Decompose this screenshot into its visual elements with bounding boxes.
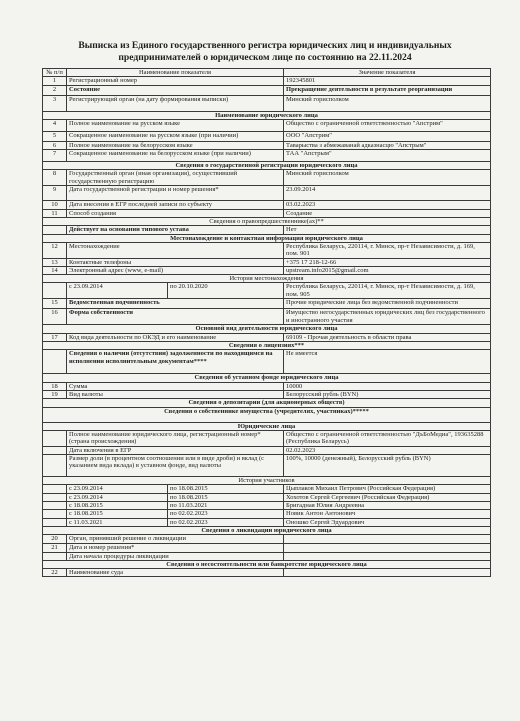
history-row — [43, 283, 491, 299]
row-number — [43, 446, 67, 454]
section-title: Основной вид деятельности юридического лица — [43, 325, 491, 333]
indicator-name: Электронный адрес (www, e-mail) — [67, 266, 284, 274]
section-title: Сведения о государственной регистрации юридического лица — [43, 162, 491, 170]
row-number — [43, 502, 67, 510]
indicator-value: Белорусский рубль (BYN) — [284, 390, 491, 398]
indicator-value: Нет — [284, 226, 491, 234]
indicator-value: Не имеется — [284, 350, 491, 374]
section-header-row — [43, 342, 491, 350]
history-value: Бригадная Юлия Андреевна — [284, 502, 491, 510]
header-number: № п/п — [43, 69, 67, 77]
section-title: Наименование юридического лица — [43, 111, 491, 119]
header-indicator-value: Значение показателя — [284, 69, 491, 77]
row-number: 11 — [43, 209, 67, 217]
row-number — [43, 455, 67, 477]
row-number — [43, 283, 67, 299]
table-row — [43, 333, 491, 341]
row-number — [43, 510, 67, 518]
indicator-value: 10000 — [284, 382, 491, 390]
row-number — [43, 350, 67, 374]
date-to: по 18.08.2015 — [168, 493, 284, 501]
section-header-row — [43, 325, 491, 333]
indicator-name: Код вида деятельности по ОКЭД и его наименование — [67, 333, 284, 341]
table-row — [43, 390, 491, 398]
section-header-row — [43, 111, 491, 119]
table-row — [43, 226, 491, 234]
table-row — [43, 299, 491, 309]
table-row — [43, 266, 491, 274]
indicator-name: Наименование суда — [67, 569, 284, 577]
section-title: Юридические лица — [43, 422, 491, 430]
row-number — [43, 518, 67, 526]
table-row — [43, 150, 491, 162]
date-from: с 18.08.2015 — [67, 510, 168, 518]
date-to: по 20.10.2020 — [168, 283, 284, 299]
indicator-name: Состояние — [67, 85, 284, 95]
table-row — [43, 455, 491, 477]
indicator-value: Общество с ограниченной ответственностью "ДъБоМедиа", 193635288 (Республика Беларусь) — [284, 430, 491, 446]
row-number: 22 — [43, 569, 67, 577]
section-header-row — [43, 526, 491, 534]
indicator-value: Прочие юридические лица без ведомственной подчиненности — [284, 299, 491, 309]
history-value: Новик Антон Антонович — [284, 510, 491, 518]
indicator-value: 192345801 — [284, 77, 491, 85]
table-row — [43, 552, 491, 560]
table-row — [43, 131, 491, 141]
indicator-name: Регистрационный номер — [67, 77, 284, 85]
indicator-name: Вид валюты — [67, 390, 284, 398]
row-number: 16 — [43, 309, 67, 325]
row-number: 20 — [43, 535, 67, 543]
indicator-name: Ведомственная подчиненность — [67, 299, 284, 309]
row-number — [43, 430, 67, 446]
document-title: Выписка из Единого государственного регистра юридических лиц и индивидуальных предпринимателей о юридическом лице по состоянию на 22.11.2024 — [78, 40, 452, 63]
indicator-name: Дата и номер решения* — [67, 543, 284, 552]
table-row — [43, 535, 491, 543]
date-from: с 11.03.2021 — [67, 518, 168, 526]
indicator-value: +375 17 218-12-66 — [284, 258, 491, 266]
indicator-name: Дата начала процедуры ликвидации — [67, 552, 284, 560]
table-header-row — [43, 69, 491, 77]
subsection-header-row — [43, 275, 491, 283]
table-row — [43, 119, 491, 131]
table-row — [43, 95, 491, 111]
history-row — [43, 518, 491, 526]
section-title: Сведения о ликвидации юридического лица — [43, 526, 491, 534]
date-to: по 02.02.2023 — [168, 518, 284, 526]
indicator-name: Дата включения в ЕГР — [67, 446, 284, 454]
history-row — [43, 485, 491, 493]
row-number: 18 — [43, 382, 67, 390]
table-row — [43, 141, 491, 149]
indicator-name: Сокращенное наименование на русском языке (при наличии) — [67, 131, 284, 141]
row-number: 8 — [43, 170, 67, 186]
table-row — [43, 569, 491, 577]
table-row — [43, 430, 491, 446]
table-row — [43, 201, 491, 209]
date-from: с 18.08.2015 — [67, 502, 168, 510]
indicator-name: Государственный орган (иная организация), осуществивший государственную регистрацию — [67, 170, 284, 186]
indicator-value: 02.02.2023 — [284, 446, 491, 454]
indicator-value: upstream.info2015@gmail.com — [284, 266, 491, 274]
date-to: по 11.03.2021 — [168, 502, 284, 510]
indicator-name: Полное наименование на русском языке — [67, 119, 284, 131]
history-value: Республика Беларусь, 220114, г. Минск, пр-т Независимости, д. 169, пом. 905 — [284, 283, 491, 299]
indicator-value — [284, 569, 491, 577]
table-row — [43, 350, 491, 374]
table-row — [43, 77, 491, 85]
section-header-row — [43, 234, 491, 242]
indicator-name: Форма собственности — [67, 309, 284, 325]
row-number: 6 — [43, 141, 67, 149]
indicator-name: Сокращенное наименование на белорусском языке (при наличии) — [67, 150, 284, 162]
table-row — [43, 209, 491, 217]
history-row — [43, 493, 491, 501]
indicator-name: Полное наименование юридического лица, регистрационный номер* (страна происхождения) — [67, 430, 284, 446]
indicator-name: Дата государственной регистрации и номер решения* — [67, 186, 284, 201]
section-header-row — [43, 374, 491, 382]
date-from: с 23.09.2014 — [67, 283, 168, 299]
section-title: Сведения о депозитарии (для акционерных обществ) — [43, 399, 491, 407]
row-number — [43, 552, 67, 560]
row-number: 9 — [43, 186, 67, 201]
section-title: Сведения о несостоятельности или банкротстве юридического лица — [43, 560, 491, 568]
history-value: Хохотов Сергей Сергеевич (Российская Федерация) — [284, 493, 491, 501]
indicator-value: 23.09.2014 — [284, 186, 491, 201]
row-number: 17 — [43, 333, 67, 341]
row-number: 21 — [43, 543, 67, 552]
section-title: Сведения об уставном фонде юридического лица — [43, 374, 491, 382]
indicator-value: Минский горисполком — [284, 170, 491, 186]
indicator-value: Общество с ограниченной ответственностью "Апстрим" — [284, 119, 491, 131]
indicator-value: 69109 - Прочая деятельность в области права — [284, 333, 491, 341]
indicator-name: Полное наименование на белорусском языке — [67, 141, 284, 149]
header-indicator-name: Наименование показателя — [67, 69, 284, 77]
history-row — [43, 502, 491, 510]
subsection-header-row — [43, 218, 491, 226]
indicator-name: Сведения о наличии (отсутствии) задолженности по находящимся на исполнении исполнительным документам**** — [67, 350, 284, 374]
table-row — [43, 446, 491, 454]
indicator-value: Минский горисполком — [284, 95, 491, 111]
indicator-name: Регистрирующий орган (на дату формирования выписки) — [67, 95, 284, 111]
indicator-value: Республика Беларусь, 220114, г. Минск, пр-т Независимости, д. 169, пом. 901 — [284, 242, 491, 258]
row-number: 19 — [43, 390, 67, 398]
indicator-value: ООО "Апстрим" — [284, 131, 491, 141]
table-row — [43, 170, 491, 186]
row-number — [43, 493, 67, 501]
table-row — [43, 258, 491, 266]
row-number: 5 — [43, 131, 67, 141]
indicator-value: Имущество негосударственных юридических лиц без государственного и иностранного участия — [284, 309, 491, 325]
indicator-name: Способ создания — [67, 209, 284, 217]
indicator-name: Контактные телефоны — [67, 258, 284, 266]
date-to: по 02.02.2023 — [168, 510, 284, 518]
registry-table-body — [43, 69, 491, 577]
table-row — [43, 309, 491, 325]
row-number: 4 — [43, 119, 67, 131]
date-to: по 18.08.2015 — [168, 485, 284, 493]
table-row — [43, 85, 491, 95]
section-title: Местонахождение и контактная информация юридического лица — [43, 234, 491, 242]
table-row — [43, 242, 491, 258]
indicator-name: Орган, принявший решение о ликвидации — [67, 535, 284, 543]
section-header-row — [43, 407, 491, 422]
section-header-row — [43, 162, 491, 170]
subsection-header-row — [43, 477, 491, 485]
row-number: 12 — [43, 242, 67, 258]
indicator-value — [284, 552, 491, 560]
indicator-name: Сумма — [67, 382, 284, 390]
row-number — [43, 226, 67, 234]
indicator-value: Таварыства з абмежаванай адказнасцю "Апстрым" — [284, 141, 491, 149]
indicator-name: Действует на основании типового устава — [67, 226, 284, 234]
indicator-value: 03.02.2023 — [284, 201, 491, 209]
row-number: 3 — [43, 95, 67, 111]
section-header-row — [43, 560, 491, 568]
section-header-row — [43, 422, 491, 430]
row-number: 1 — [43, 77, 67, 85]
row-number — [43, 485, 67, 493]
row-number: 14 — [43, 266, 67, 274]
indicator-value: Создание — [284, 209, 491, 217]
date-from: с 23.09.2014 — [67, 485, 168, 493]
section-header-row — [43, 399, 491, 407]
row-number: 2 — [43, 85, 67, 95]
row-number: 10 — [43, 201, 67, 209]
history-value: Оношко Сергей Эдуардович — [284, 518, 491, 526]
table-row — [43, 543, 491, 552]
subsection-title: Сведения о правопредшественнике(ах)** — [43, 218, 491, 226]
indicator-value — [284, 543, 491, 552]
registry-table — [42, 68, 491, 577]
indicator-value: Прекращение деятельности в результате реорганизации — [284, 85, 491, 95]
indicator-name: Размер доли (в процентном соотношении или в виде дроби) и вклад (с указанием вида вклада) в уставном фонде, вид валюты — [67, 455, 284, 477]
row-number: 7 — [43, 150, 67, 162]
indicator-value — [284, 535, 491, 543]
table-row — [43, 186, 491, 201]
indicator-name: Местонахождение — [67, 242, 284, 258]
indicator-value: ТАА "Апстрым" — [284, 150, 491, 162]
subsection-title: История участников — [43, 477, 491, 485]
date-from: с 23.09.2014 — [67, 493, 168, 501]
section-title: Сведения о лицензиях*** — [43, 342, 491, 350]
history-row — [43, 510, 491, 518]
history-value: Цыплаков Михаил Петрович (Российская Федерация) — [284, 485, 491, 493]
table-row — [43, 382, 491, 390]
indicator-value: 100%, 10000 (денежный), Белорусский рубль (BYN) — [284, 455, 491, 477]
row-number: 15 — [43, 299, 67, 309]
row-number: 13 — [43, 258, 67, 266]
indicator-name: Дата внесения в ЕГР последней записи по субъекту — [67, 201, 284, 209]
subsection-title: История местонахождения — [43, 275, 491, 283]
section-title: Сведения о собственнике имущества (учредителях, участниках)***** — [43, 407, 491, 422]
